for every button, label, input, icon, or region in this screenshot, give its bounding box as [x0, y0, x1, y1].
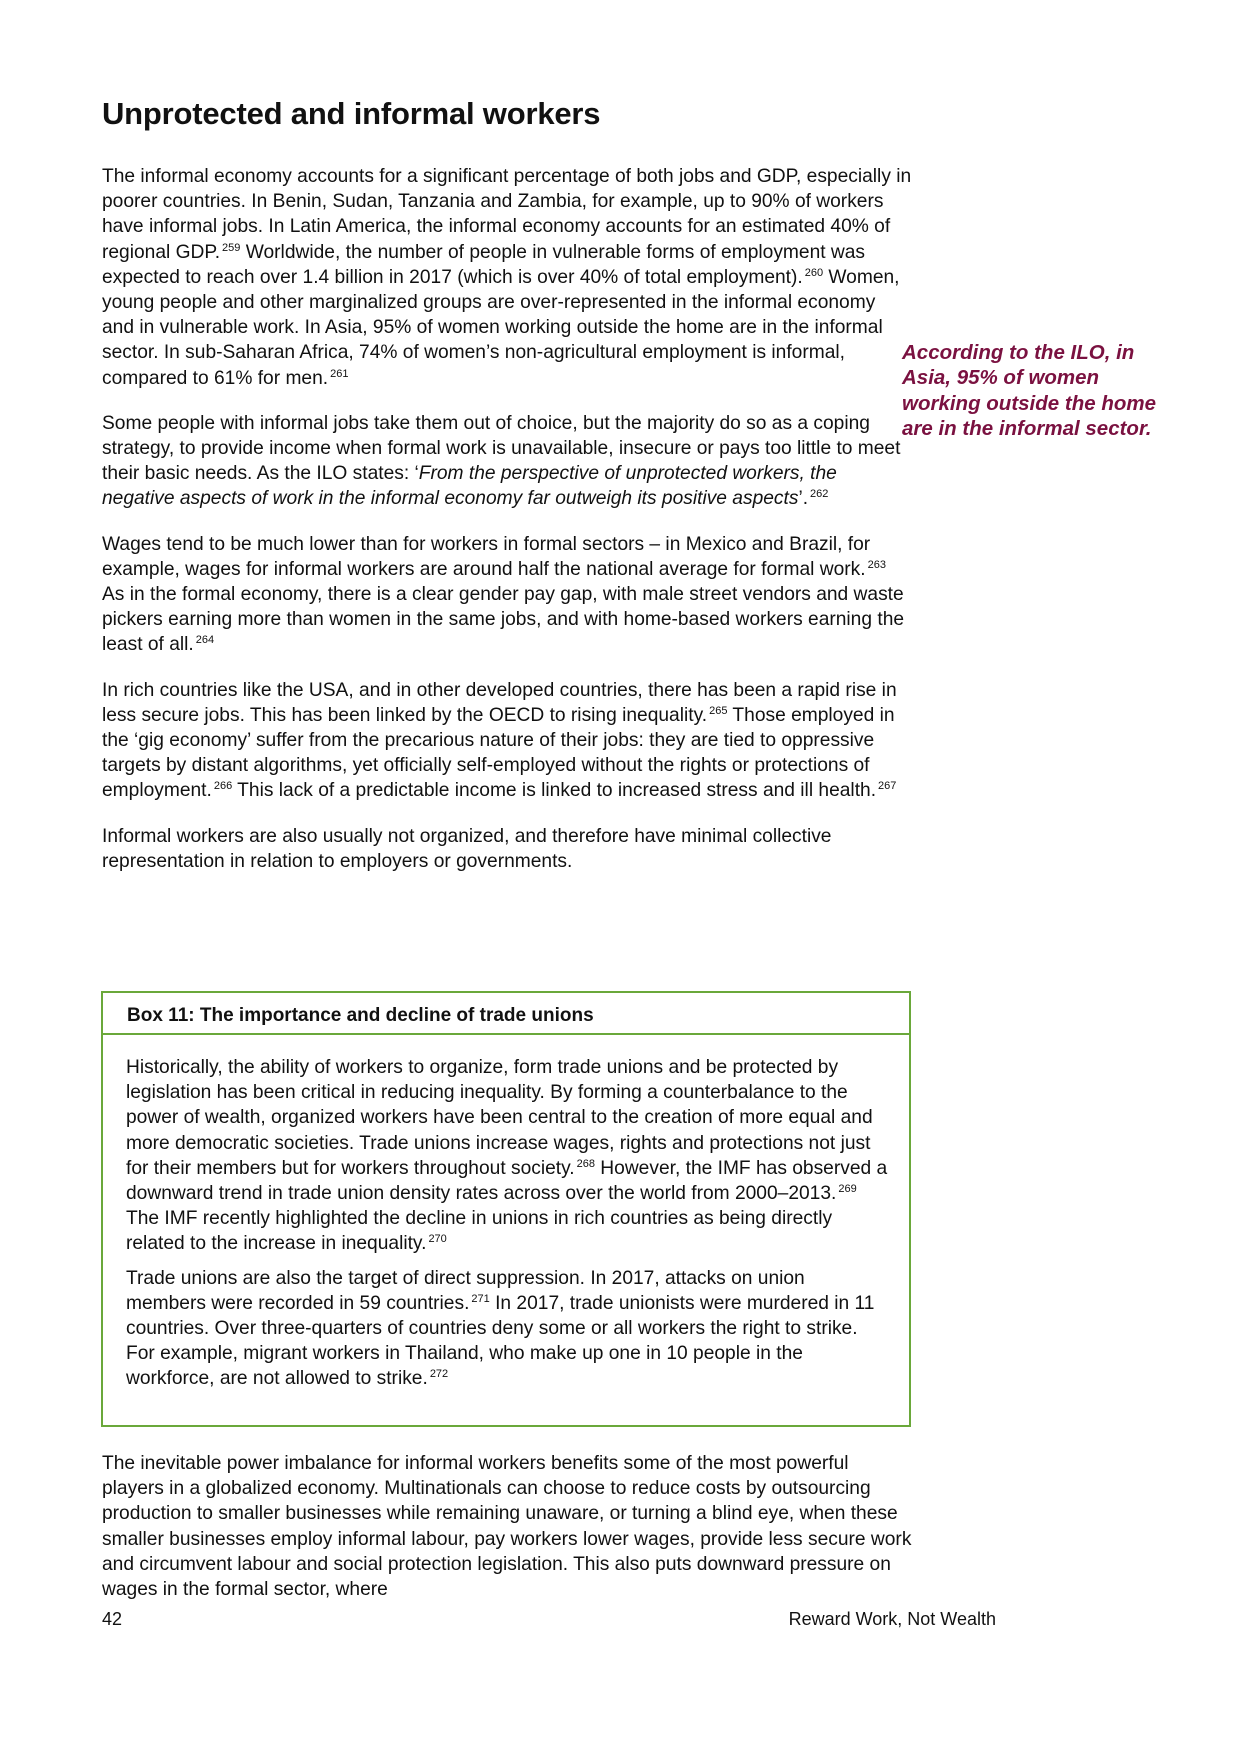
box-paragraph — [126, 1055, 889, 1257]
paragraph — [102, 678, 912, 804]
text-run: Wages tend to be much lower than for workers in formal sectors – in Mexico and Brazil, for example, wages for informal workers are around half the national average for formal work. — [102, 533, 871, 580]
footnote-ref: 259 — [222, 241, 241, 254]
text-run: Trade unions are also the target of direct suppression. In 2017, attacks on union members were recorded in 59 countries. — [126, 1267, 805, 1314]
text-run: ’. — [798, 488, 809, 510]
body-text — [102, 164, 912, 894]
footnote-ref: 264 — [195, 634, 215, 647]
footer-title: Reward Work, Not Wealth — [788, 1609, 996, 1629]
text-run: In 2017, trade unionists were murdered in 11 countries. Over three-quarters of countries deny some or all workers the right to strike. For example, migrant workers in Thailand, who make up one in 10 people in the workforce, are not allowed to strike. — [126, 1292, 875, 1390]
footnote-ref: 262 — [810, 488, 829, 501]
body-text-continued — [102, 1451, 914, 1602]
text-run: Those employed in the ‘gig economy’ suffer from the precarious nature of their jobs: they are tied to oppressive targets by distant algorithms, yet officially self-employed without the rights or protections of employment. — [102, 704, 895, 802]
footnote-ref: 263 — [867, 558, 886, 571]
section-heading: Unprotected and informal workers — [102, 96, 601, 131]
text-run: The inevitable power imbalance for informal workers benefits some of the most powerful players in a globalized economy. Multinationals can choose to reduce costs by outsourcing production to smaller businesses while remaining unaware, or turning a blind eye, when these smaller businesses employ informal labour, pay workers lower wages, provide less secure work and circumvent labour and social protection legislation. This also puts downward pressure on wages in the formal sector, where — [102, 1453, 912, 1601]
text-run: This lack of a predictable income is linked to increased stress and ill health. — [232, 780, 877, 802]
footnote-ref: 267 — [878, 780, 897, 793]
box-body — [103, 1035, 909, 1392]
paragraph — [102, 1451, 914, 1602]
paragraph — [102, 532, 912, 658]
footnote-ref: 260 — [804, 266, 824, 279]
footnote-ref: 271 — [471, 1292, 490, 1305]
text-run: Informal workers are also usually not organized, and therefore have minimal collective representation in relation to employers or governments. — [102, 825, 832, 872]
italic-quote: From the perspective of unprotected workers, the negative aspects of work in the informal economy far outweigh its positive aspects — [102, 463, 837, 510]
text-run: As in the formal economy, there is a clear gender pay gap, with male street vendors and waste pickers earning more than women in the same jobs, and with home-based workers earning the least of all. — [102, 584, 905, 656]
text-run: However, the IMF has observed a downward trend in trade union density rates across over the world from 2000–2013. — [126, 1157, 888, 1205]
footnote-ref: 268 — [576, 1157, 595, 1170]
text-run: Some people with informal jobs take them out of choice, but the majority do so as a coping strategy, to provide income when formal work is unavailable, insecure or pays too little to meet their basic needs. As the ILO states: ‘ — [102, 412, 901, 485]
text-run: Worldwide, the number of people in vulnerable forms of employment was expected to reach over 1.4 billion in 2017 (which is over 40% of total employment). — [102, 241, 866, 288]
footnote-ref: 265 — [709, 704, 728, 717]
text-run: In rich countries like the USA, and in other developed countries, there has been a rapid rise in less secure jobs. This has been linked by the OECD to rising inequality. — [102, 679, 897, 726]
paragraph — [102, 411, 912, 512]
paragraph — [102, 824, 912, 874]
page-number: 42 — [102, 1609, 123, 1629]
footnote-ref: 270 — [428, 1233, 447, 1246]
text-run: Historically, the ability of workers to organize, form trade unions and be protected by legislation has been critical in reducing inequality. By forming a counterbalance to the power of wealth, organized workers have been central to the creation of more equal and more democratic societies. Trade unions increase wages, rights and protections not just for their members but for workers throughout society. — [126, 1057, 873, 1179]
footnote-ref: 269 — [838, 1183, 857, 1196]
box-title: Box 11: The importance and decline of trade unions — [103, 993, 909, 1035]
info-box — [101, 991, 911, 1427]
text-run: Women, young people and other marginalized groups are over-represented in the informal economy and in vulnerable work. In Asia, 95% of women working outside the home are in the informal sector. In sub-Saharan Africa, 74% of women’s non-agricultural employment is informal, compared to 61% for men. — [102, 266, 900, 389]
footnote-ref: 272 — [429, 1368, 449, 1381]
footnote-ref: 266 — [213, 780, 233, 793]
footnote-ref: 261 — [330, 367, 349, 380]
text-run: The IMF recently highlighted the decline in unions in rich countries as being directly related to the increase in inequality. — [126, 1208, 833, 1255]
paragraph — [102, 164, 912, 391]
pull-quote: According to the ILO, in Asia, 95% of women working outside the home are in the informal sector. — [902, 341, 1156, 441]
box-paragraph — [126, 1266, 889, 1392]
text-run: The informal economy accounts for a significant percentage of both jobs and GDP, especially in poorer countries. In Benin, Sudan, Tanzania and Zambia, for example, up to 90% of workers have informal jobs. In Latin America, the informal economy accounts for an estimated 40% of regional GDP. — [102, 166, 912, 263]
